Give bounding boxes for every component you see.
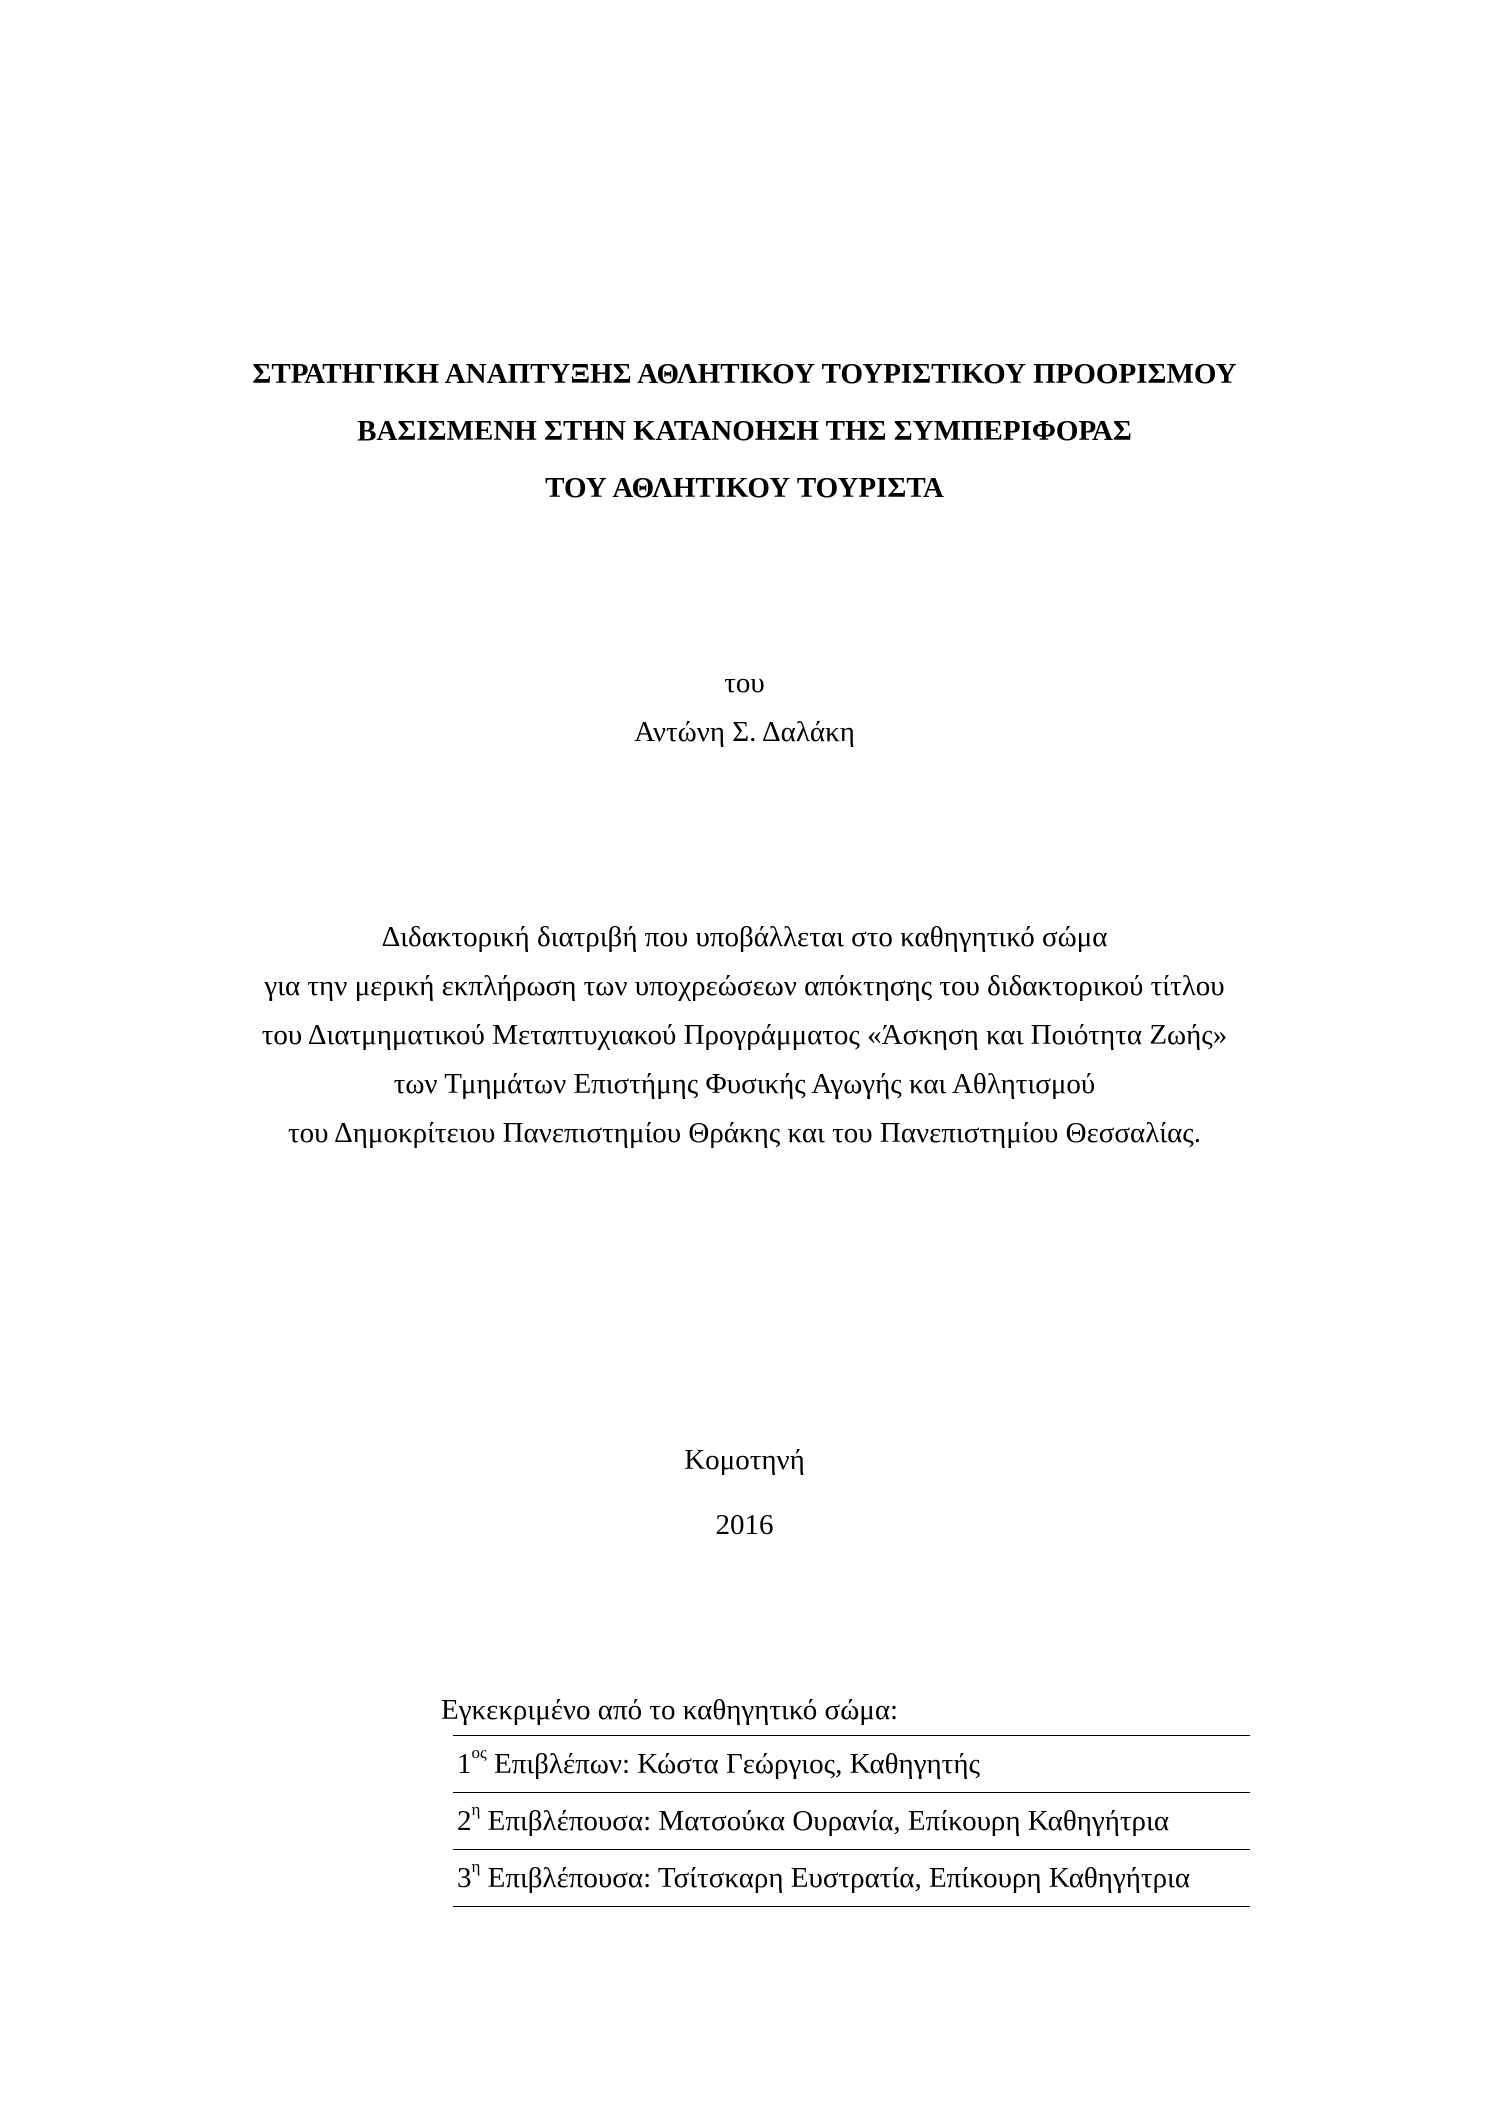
member-ordinal: 3 — [457, 1862, 472, 1894]
title-line-2: ΒΑΣΙΣΜΕΝΗ ΣΤΗΝ ΚΑΤΑΝΟΗΣΗ ΤΗΣ ΣΥΜΠΕΡΙΦΟΡΑΣ — [357, 415, 1132, 447]
committee-table — [453, 1735, 1250, 1907]
description-line-2: για την μερική εκπλήρωση των υποχρεώσεων απόκτησης του διδακτορικού τίτλου — [264, 970, 1225, 1002]
committee-member-row — [453, 1736, 1250, 1793]
author-block — [0, 659, 1489, 757]
committee-member-row — [453, 1850, 1250, 1907]
place: Κομοτηνή — [684, 1444, 805, 1476]
member-ordinal-suffix: η — [471, 1857, 481, 1877]
member-ordinal: 2 — [457, 1805, 472, 1837]
description-line-5: του Δημοκρίτειου Πανεπιστημίου Θράκης και του Πανεπιστημίου Θεσσαλίας. — [287, 1117, 1202, 1149]
description-line-1: Διδακτορική διατριβή που υποβάλλεται στο καθηγητικό σώμα — [381, 921, 1108, 953]
member-ordinal: 1 — [457, 1748, 472, 1780]
description-line-3: του Διατμηματικού Μεταπτυχιακού Προγράμματος «Άσκηση και Ποιότητα Ζωής» — [261, 1019, 1228, 1051]
thesis-title — [0, 346, 1489, 517]
member-details: Επιβλέπων: Κώστα Γεώργιος, Καθηγητής — [486, 1748, 980, 1780]
committee-heading: Εγκεκριμένο από το καθηγητικό σώμα: — [441, 1694, 899, 1726]
place-date-block — [0, 1428, 1489, 1558]
member-details: Επιβλέπουσα: Ματσούκα Ουρανία, Επίκουρη Καθηγήτρια — [480, 1805, 1170, 1837]
thesis-description — [0, 913, 1489, 1158]
author-prefix: του — [724, 667, 765, 699]
title-line-3: ΤΟΥ ΑΘΛΗΤΙΚΟΥ ΤΟΥΡΙΣΤΑ — [545, 472, 944, 504]
year: 2016 — [715, 1509, 774, 1541]
committee-member-row — [453, 1793, 1250, 1850]
member-ordinal-suffix: ος — [471, 1743, 487, 1763]
member-details: Επιβλέπουσα: Τσίτσκαρη Ευστρατία, Επίκουρη Καθηγήτρια — [480, 1862, 1191, 1894]
member-ordinal-suffix: η — [471, 1800, 481, 1820]
author-name: Αντώνη Σ. Δαλάκη — [634, 716, 855, 748]
title-line-1: ΣΤΡΑΤΗΓΙΚΗ ΑΝΑΠΤΥΞΗΣ ΑΘΛΗΤΙΚΟΥ ΤΟΥΡΙΣΤΙΚΟΥ ΠΡΟΟΡΙΣΜΟΥ — [252, 358, 1237, 390]
description-line-4: των Τμημάτων Επιστήμης Φυσικής Αγωγής και Αθλητισμού — [393, 1068, 1096, 1100]
